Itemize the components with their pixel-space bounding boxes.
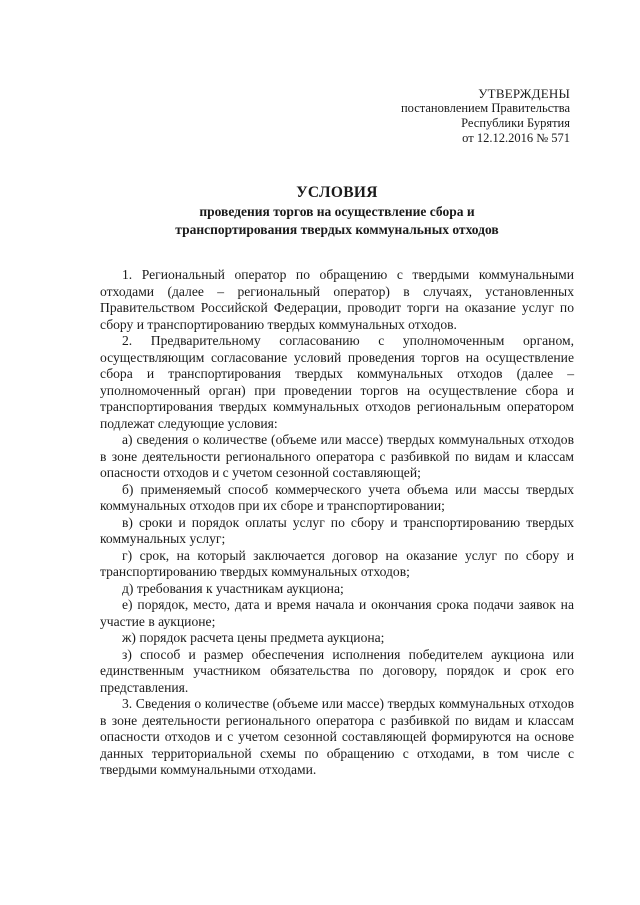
approval-region: Республики Бурятия [461, 116, 570, 130]
document-title-block [100, 184, 574, 238]
paragraph-2: 2. Предварительному согласованию с уполномоченным органом, осуществляющим согласование условий проведения торгов на осуществление сбора и транспортирования твердых коммунальных отходов (далее – уполномоченный орган) при проведении торгов на осуществление сбора и транспортирования твердых коммунальных отходов региональным оператором подлежат следующие условия: [100, 333, 574, 431]
list-item-z: з) способ и размер обеспечения исполнения победителем аукциона или единственным участником обязательства по договору, порядок и срок его представления. [100, 646, 574, 695]
approval-issuer: постановлением Правительства [400, 101, 570, 115]
paragraph-1: 1. Региональный оператор по обращению с твердыми коммунальными отходами (далее – региональный оператор) в случаях, установленных Правительством Российской Федерации, проводит торги на оказание услуг по сбору и транспортированию твердых коммунальных отходов. [100, 267, 574, 332]
approval-stamp [401, 86, 570, 146]
document-subtitle-line-1: проведения торгов на осуществление сбора и [199, 204, 475, 219]
list-item-v: в) сроки и порядок оплаты услуг по сбору и транспортированию твердых коммунальных услуг; [100, 514, 574, 546]
paragraph-3: 3. Сведения о количестве (объеме или массе) твердых коммунальных отходов в зоне деятельности регионального оператора с разбивкой по видам и классам опасности отходов и с учетом сезонной составляющей формируются на основе данных территориальной схемы по обращению с отходами, в том числе с твердыми коммунальными отходами. [100, 696, 574, 777]
document-body [100, 267, 574, 779]
list-item-g: г) срок, на который заключается договор на оказание услуг по сбору и транспортированию твердых коммунальных отходов; [100, 547, 574, 579]
list-item-d: д) требования к участникам аукциона; [122, 580, 344, 596]
list-item-a: а) сведения о количестве (объеме или массе) твердых коммунальных отходов в зоне деятельности регионального оператора с разбивкой по видам и классам опасности отходов и с учетом сезонной составляющей; [100, 432, 574, 480]
list-item-b: б) применяемый способ коммерческого учета объема или массы твердых коммунальных отходов при их сборе и транспортировании; [100, 481, 574, 513]
document-title: УСЛОВИЯ [296, 184, 378, 201]
document-subtitle-line-2: транспортирования твердых коммунальных отходов [175, 222, 499, 237]
list-item-zh: ж) порядок расчета цены предмета аукциона; [122, 630, 385, 645]
list-item-e: е) порядок, место, дата и время начала и окончания срока подачи заявок на участие в аукционе; [100, 597, 574, 629]
approval-heading: УТВЕРЖДЕНЫ [478, 86, 570, 101]
approval-date-number: от 12.12.2016 № 571 [462, 131, 570, 145]
